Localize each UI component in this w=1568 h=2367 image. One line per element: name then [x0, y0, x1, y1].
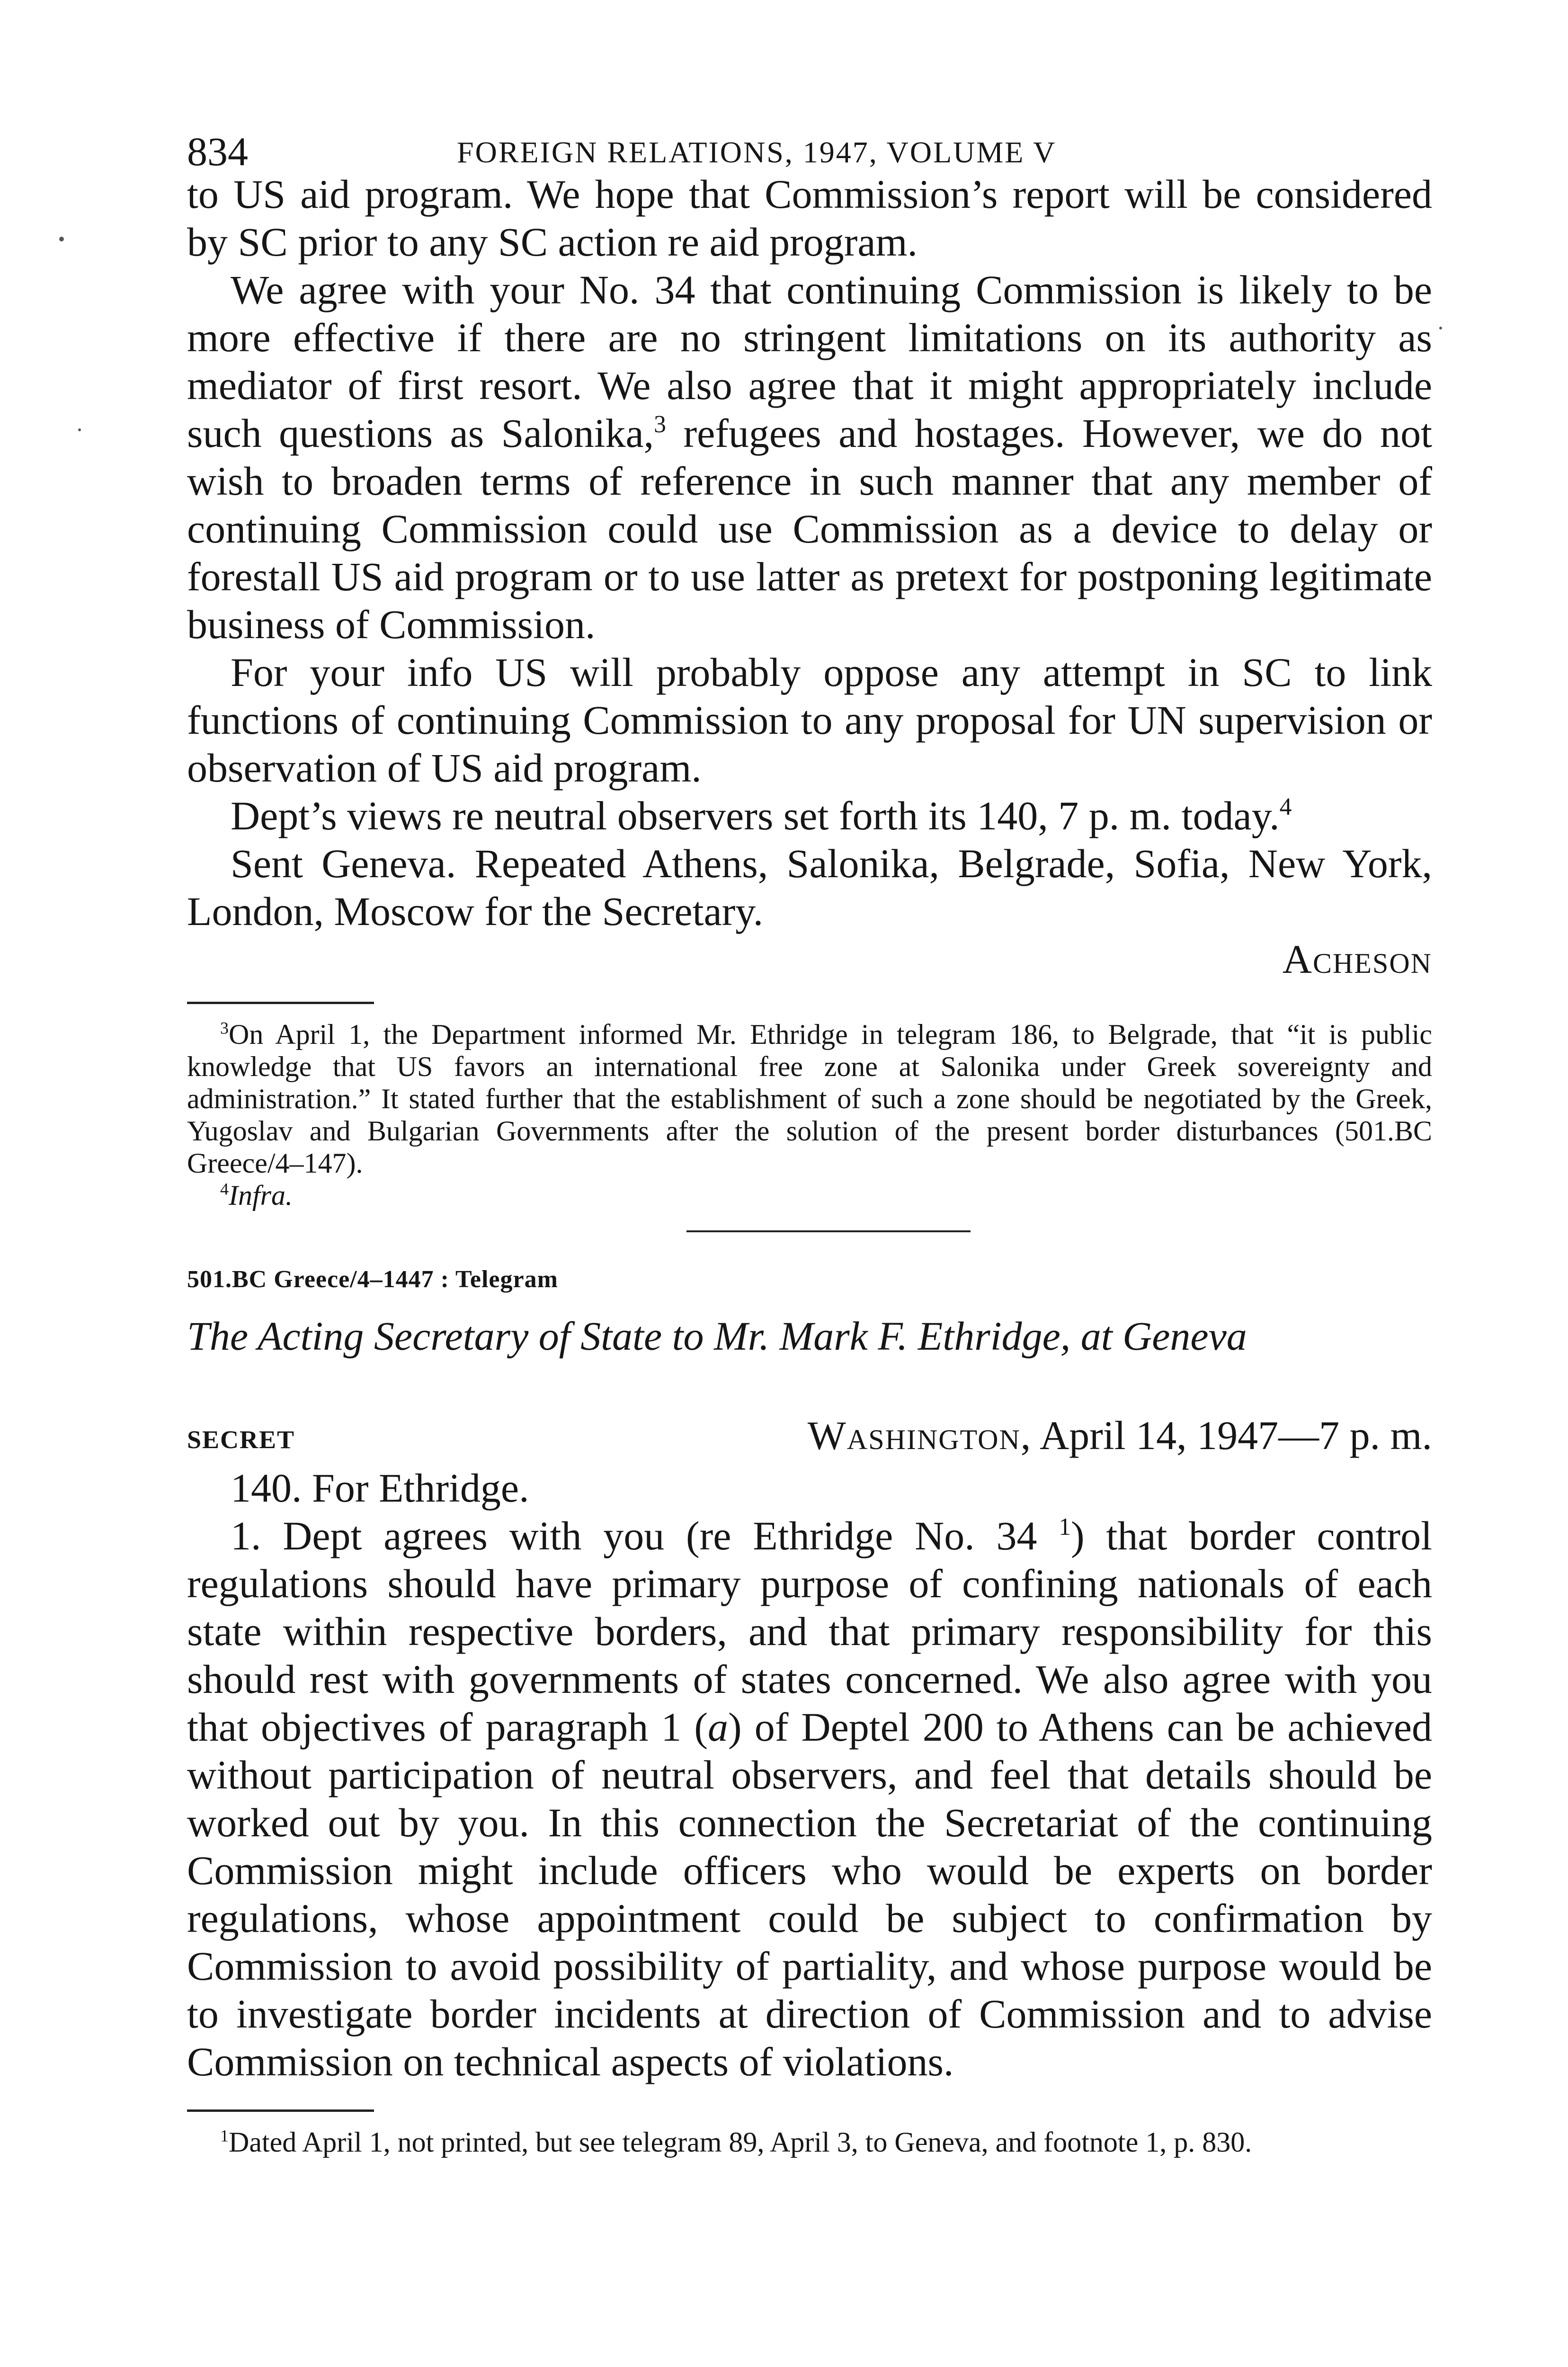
signature: Acheson [1282, 936, 1432, 982]
footnote-ref: 1 [1059, 1513, 1071, 1541]
footnote [187, 1179, 1432, 1211]
date-place [808, 1412, 1432, 1459]
date: April 14, 1947—7 p. m. [1040, 1413, 1432, 1458]
paragraph: to US aid program. We hope that Commission’s report will be considered by SC prior to any SC action re aid program. [187, 171, 1432, 265]
first-document-body [187, 170, 1432, 983]
paragraph-text: refugees and hostages. However, we do not wish to broaden terms of reference in such manner that any member of continuing Commission could use Commission as a device to delay or forestall US aid program or to use latter as pretext for postponing legitimate business of Commission. [187, 410, 1432, 647]
footnotes [187, 1018, 1432, 1211]
paragraph [187, 792, 1432, 840]
place: Washington, [807, 1413, 1032, 1458]
paragraph-text: 1. Dept agrees with you (re Ethridge No. 34 [231, 1513, 1037, 1558]
footnote-text: On April 1, the Department informed Mr. Ethridge in telegram 186, to Belgrade, that “it is public knowledge that US favors an international free zone at Salonika under Greek sovereignty and administration.” It stated further that the establishment of such a zone should be negotiated by the Greek, Yugoslav and Bulgarian Governments after the solution of the present border disturbances (501.BC Greece/4–147). [187, 1019, 1432, 1179]
file-reference: 501.BC Greece/4–1447 : Telegram [187, 1266, 558, 1293]
footnote-number: 4 [220, 1179, 229, 1199]
section-divider [686, 1230, 971, 1232]
scan-speck [59, 237, 64, 241]
paragraph: Sent Geneva. Repeated Athens, Salonika, Belgrade, Sofia, New York, London, Moscow for the Secretary. [187, 841, 1432, 934]
document-title: The Acting Secretary of State to Mr. Mark F. Ethridge, at Geneva [187, 1313, 1247, 1359]
footnote-ref: 3 [654, 411, 666, 438]
paragraph: 140. For Ethridge. [231, 1465, 529, 1511]
second-document-body [187, 1464, 1432, 2086]
footnote [187, 2126, 1432, 2158]
document-page [187, 118, 1432, 2158]
footnote-text: Dated April 1, not printed, but see telegram 89, April 3, to Geneva, and footnote 1, p. 830. [229, 2127, 1252, 2158]
scan-speck [1439, 327, 1442, 329]
paragraph-text: ) that border control regulations should have primary purpose of confining nationals of each state within respective borders, and that primary responsibility for this should rest with governments of states concerned. We also agree with you that objectives of paragraph 1 ( [187, 1513, 1432, 1750]
paragraph-italic: a [708, 1704, 729, 1750]
dateline [187, 1412, 1432, 1459]
paragraph [187, 1512, 1432, 2086]
footnote-ref: 4 [1279, 793, 1292, 821]
page-number: 834 [187, 129, 248, 174]
footnote-rule [187, 2109, 374, 2112]
running-head [187, 118, 1432, 174]
classification: SECRET [187, 1425, 295, 1454]
footnote-number: 3 [220, 1018, 229, 1038]
footnote-number: 1 [220, 2126, 229, 2145]
scan-speck [78, 428, 81, 431]
paragraph-text: Dept’s views re neutral observers set forth its 140, 7 p. m. today. [231, 793, 1280, 838]
footnote-rule [187, 1002, 374, 1004]
running-title: FOREIGN RELATIONS, 1947, VOLUME V [457, 135, 1057, 169]
paragraph-text: We agree with your No. 34 that continuing Commission is likely to be more effective if there are no stringent limitations on its authority as mediator of first resort. We also agree that it might appropriately include such questions as Salonika, [187, 267, 1432, 456]
paragraph-text: ) of Deptel 200 to Athens can be achieved without participation of neutral observers, and feel that details should be worked out by you. In this connection the Secretariat of the continuing Commission might include officers who would be experts on border regulations, whose appointment could be subject to confirmation by Commission to avoid possibility of partiality, and whose purpose would be to investigate border incidents at direction of Commission and to advise Commission on technical aspects of violations. [187, 1704, 1433, 2084]
paragraph [187, 266, 1432, 649]
footnotes [187, 2126, 1432, 2158]
footnote [187, 1018, 1432, 1179]
footnote-text: Infra. [229, 1180, 293, 1211]
paragraph: For your info US will probably oppose any attempt in SC to link functions of continuing Commission to any proposal for UN supervision or observation of US aid program. [187, 650, 1432, 791]
